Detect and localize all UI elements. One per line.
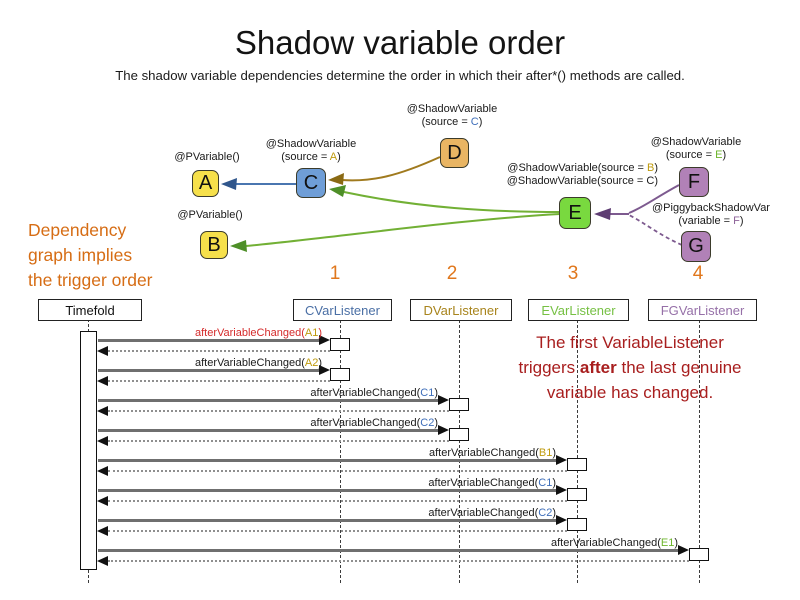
- annotation-d-line1: @ShadowVariable: [406, 103, 498, 115]
- lifeline-cvarlistener: [340, 320, 341, 583]
- node-b-label: B: [207, 233, 221, 256]
- message-label-2: afterVariableChanged(A2): [194, 357, 322, 369]
- node-d: [440, 138, 469, 168]
- arrowhead-fg-to-e-icon: [594, 208, 611, 220]
- annotation-c: @ShadowVariable (source = A): [265, 138, 357, 163]
- evarlistener-label: EVarListener: [541, 302, 616, 318]
- message-label-6: afterVariableChanged(C1): [428, 477, 556, 489]
- annotation-a: [147, 151, 267, 164]
- annotation-g-line1: @PiggybackShadowVar: [652, 202, 770, 214]
- annotation-d-line2: (source =: [421, 115, 471, 128]
- dependency-note: [28, 218, 228, 293]
- annotation-g-var: F: [733, 214, 740, 227]
- arrowhead-right-icon: [438, 425, 449, 435]
- message-label-1: afterVariableChanged(A1): [194, 327, 322, 339]
- arrowhead-left-icon: [97, 556, 108, 566]
- fgvarlistener-header: [648, 299, 757, 321]
- annotation-d: @ShadowVariable (source = C): [406, 103, 498, 128]
- arrowhead-left-icon: [97, 346, 108, 356]
- annotation-e: @ShadowVariable(source = B) @ShadowVariable(source = C): [506, 162, 658, 187]
- return-arrow-7: [108, 530, 567, 532]
- annotation-f-var: E: [715, 148, 723, 161]
- column-number-1: 1: [329, 263, 341, 284]
- arrowhead-left-icon: [97, 376, 108, 386]
- evarlistener-activation: [567, 518, 587, 531]
- arrowhead-left-icon: [97, 466, 108, 476]
- node-g: [681, 231, 711, 262]
- return-arrow-6: [108, 500, 567, 502]
- node-d-label: D: [447, 141, 462, 164]
- cvarlistener-label: CVarListener: [305, 302, 380, 318]
- return-arrow-1: [108, 350, 330, 352]
- node-e-label: E: [568, 201, 582, 224]
- dvarlistener-activation: [449, 428, 469, 441]
- node-a: [192, 170, 219, 197]
- fgvarlistener-activation: [689, 548, 709, 561]
- node-b: [200, 231, 228, 259]
- message-label-4: afterVariableChanged(C2): [310, 417, 438, 429]
- return-arrow-4: [108, 440, 449, 442]
- annotation-c-line2: (source =: [281, 150, 330, 163]
- column-number-3: 3: [567, 263, 579, 284]
- node-f: [679, 167, 709, 197]
- arrowhead-e-to-b-icon: [230, 240, 247, 252]
- annotation-a-text: @PVariable(): [174, 151, 240, 163]
- annotation-g: @PiggybackShadowVar (variable = F): [652, 202, 770, 227]
- dvarlistener-header: [410, 299, 512, 321]
- trigger-note-bold: after: [579, 358, 617, 377]
- arrowhead-left-icon: [97, 496, 108, 506]
- evarlistener-activation: [567, 488, 587, 501]
- evarlistener-activation: [567, 458, 587, 471]
- timefold-activation-bar: [80, 331, 97, 570]
- column-number-4: 4: [692, 263, 704, 284]
- arrowhead-left-icon: [97, 526, 108, 536]
- message-label-8: afterVariableChanged(E1): [550, 537, 678, 549]
- message-arrow-8: [98, 549, 679, 552]
- arrowhead-right-icon: [556, 515, 567, 525]
- message-arrow-4: [98, 429, 439, 432]
- page-title: Shadow variable order: [234, 24, 566, 61]
- annotation-e-line2: @ShadowVariable(source = C): [506, 174, 658, 187]
- node-c: [296, 168, 326, 198]
- arrowhead-right-icon: [556, 455, 567, 465]
- trigger-note-line1: The first VariableListener: [536, 333, 724, 352]
- trigger-note-line3: variable has changed.: [546, 383, 714, 402]
- return-arrow-2: [108, 380, 330, 382]
- annotation-f-line1: @ShadowVariable: [650, 136, 742, 148]
- return-arrow-8: [108, 560, 689, 562]
- node-g-label: G: [688, 235, 704, 257]
- dependency-note-line1: Dependency: [28, 220, 127, 240]
- annotation-e-line1: @ShadowVariable(source =: [507, 162, 647, 174]
- return-arrow-3: [108, 410, 449, 412]
- cvarlistener-activation: [330, 338, 350, 351]
- annotation-f: @ShadowVariable (source = E): [650, 136, 742, 161]
- evarlistener-header: [528, 299, 629, 321]
- annotation-e-var-b: B: [646, 162, 655, 174]
- annotation-g-line2: (variable =: [678, 214, 734, 227]
- arrowhead-right-icon: [678, 545, 689, 555]
- trigger-note: The first VariableListener triggers after the last genuine variable has changed.: [518, 333, 742, 402]
- annotation-b-text: @PVariable(): [177, 209, 243, 221]
- annotation-c-var: A: [329, 150, 338, 163]
- edge-e-to-b: [246, 214, 560, 246]
- page-subtitle: The shadow variable dependencies determine the order in which their after*() methods are called.: [115, 68, 685, 83]
- timefold-label: Timefold: [65, 302, 115, 318]
- arrowhead-left-icon: [97, 436, 108, 446]
- message-arrow-6: [98, 489, 557, 492]
- node-a-label: A: [198, 172, 213, 194]
- arrowhead-c-to-a-icon: [221, 178, 237, 190]
- arrowhead-left-icon: [97, 406, 108, 416]
- annotation-f-line2: (source =: [665, 148, 716, 161]
- column-number-2: 2: [446, 263, 458, 284]
- message-arrow-2: [98, 369, 320, 372]
- message-arrow-7: [98, 519, 557, 522]
- message-arrow-5: [98, 459, 557, 462]
- arrowhead-e-to-c-icon: [329, 185, 346, 197]
- message-label-3: afterVariableChanged(C1): [310, 387, 438, 399]
- message-arrow-1: [98, 339, 320, 342]
- message-label-5: afterVariableChanged(B1): [428, 447, 556, 459]
- dependency-note-line2: graph implies: [28, 245, 133, 265]
- cvarlistener-activation: [330, 368, 350, 381]
- edge-e-to-c: [344, 192, 560, 212]
- annotation-d-var: C: [470, 115, 479, 128]
- dependency-note-line3: the trigger order: [28, 270, 153, 290]
- cvarlistener-header: [293, 299, 392, 321]
- timefold-header: [38, 299, 142, 321]
- arrowhead-right-icon: [438, 395, 449, 405]
- node-f-label: F: [687, 170, 701, 193]
- arrowhead-d-to-c-icon: [328, 173, 344, 185]
- fgvarlistener-label: FGVarListener: [660, 302, 745, 318]
- node-e: [559, 197, 591, 229]
- arrowhead-right-icon: [556, 485, 567, 495]
- message-arrow-3: [98, 399, 439, 402]
- dvarlistener-label: DVarListener: [423, 302, 499, 318]
- node-c-label: C: [303, 171, 319, 194]
- annotation-c-line1: @ShadowVariable: [265, 138, 357, 150]
- return-arrow-5: [108, 470, 567, 472]
- message-label-7: afterVariableChanged(C2): [428, 507, 556, 519]
